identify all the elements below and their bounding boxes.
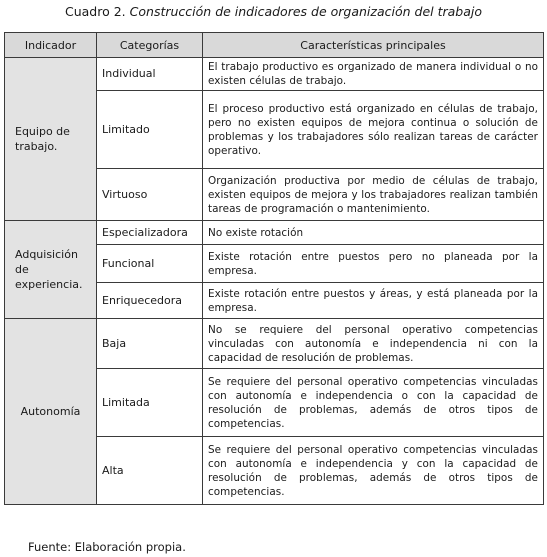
indicator-cell: Equipo de trabajo. — [5, 58, 97, 221]
table-caption — [0, 3, 547, 21]
description-cell: Se requiere del personal operativo competencias vinculadas con autonomía e independencia o con la capacidad de resolución de problemas, además de otros tipos de competencias. — [203, 369, 544, 437]
table-row — [5, 58, 544, 91]
indicators-table — [4, 32, 544, 505]
description-cell: Se requiere del personal operativo competencias vinculadas con autonomía e independencia y con la capacidad de resolución de problemas, además de otros tipos de competencias. — [203, 437, 544, 505]
description-cell: Existe rotación entre puestos y áreas, y está planeada por la empresa. — [203, 283, 544, 319]
description-cell: No se requiere del personal operativo competencias vinculadas con autonomía e independencia ni con la capacidad de resolución de problemas. — [203, 319, 544, 369]
description-cell: No existe rotación — [203, 221, 544, 245]
caption-label: Cuadro 2. — [65, 4, 126, 19]
header-categories: Categorías — [97, 33, 203, 58]
category-cell: Alta — [97, 437, 203, 505]
category-cell: Virtuoso — [97, 169, 203, 221]
category-cell: Baja — [97, 319, 203, 369]
caption-title: Construcción de indicadores de organización del trabajo — [129, 4, 482, 19]
description-cell: El proceso productivo está organizado en células de trabajo, pero no existen equipos de mejora continua o solución de problemas y los trabajadores sólo realizan tareas de carácter operativo. — [203, 91, 544, 169]
table-header-row — [5, 33, 544, 58]
indicator-cell: Adquisición de experiencia. — [5, 221, 97, 319]
category-cell: Individual — [97, 58, 203, 91]
table-row — [5, 319, 544, 369]
category-cell: Especializadora — [97, 221, 203, 245]
category-cell: Funcional — [97, 245, 203, 283]
description-cell: Existe rotación entre puestos pero no planeada por la empresa. — [203, 245, 544, 283]
table-container — [4, 32, 543, 505]
indicator-cell: Autonomía — [5, 319, 97, 505]
table-row — [5, 221, 544, 245]
category-cell: Limitado — [97, 91, 203, 169]
header-indicator: Indicador — [5, 33, 97, 58]
header-characteristics: Características principales — [203, 33, 544, 58]
category-cell: Limitada — [97, 369, 203, 437]
category-cell: Enriquecedora — [97, 283, 203, 319]
source-note: Fuente: Elaboración propia. — [28, 540, 186, 554]
description-cell: Organización productiva por medio de células de trabajo, existen equipos de mejora y los trabajadores realizan también tareas de programación o mantenimiento. — [203, 169, 544, 221]
description-cell: El trabajo productivo es organizado de manera individual o no existen células de trabajo. — [203, 58, 544, 91]
